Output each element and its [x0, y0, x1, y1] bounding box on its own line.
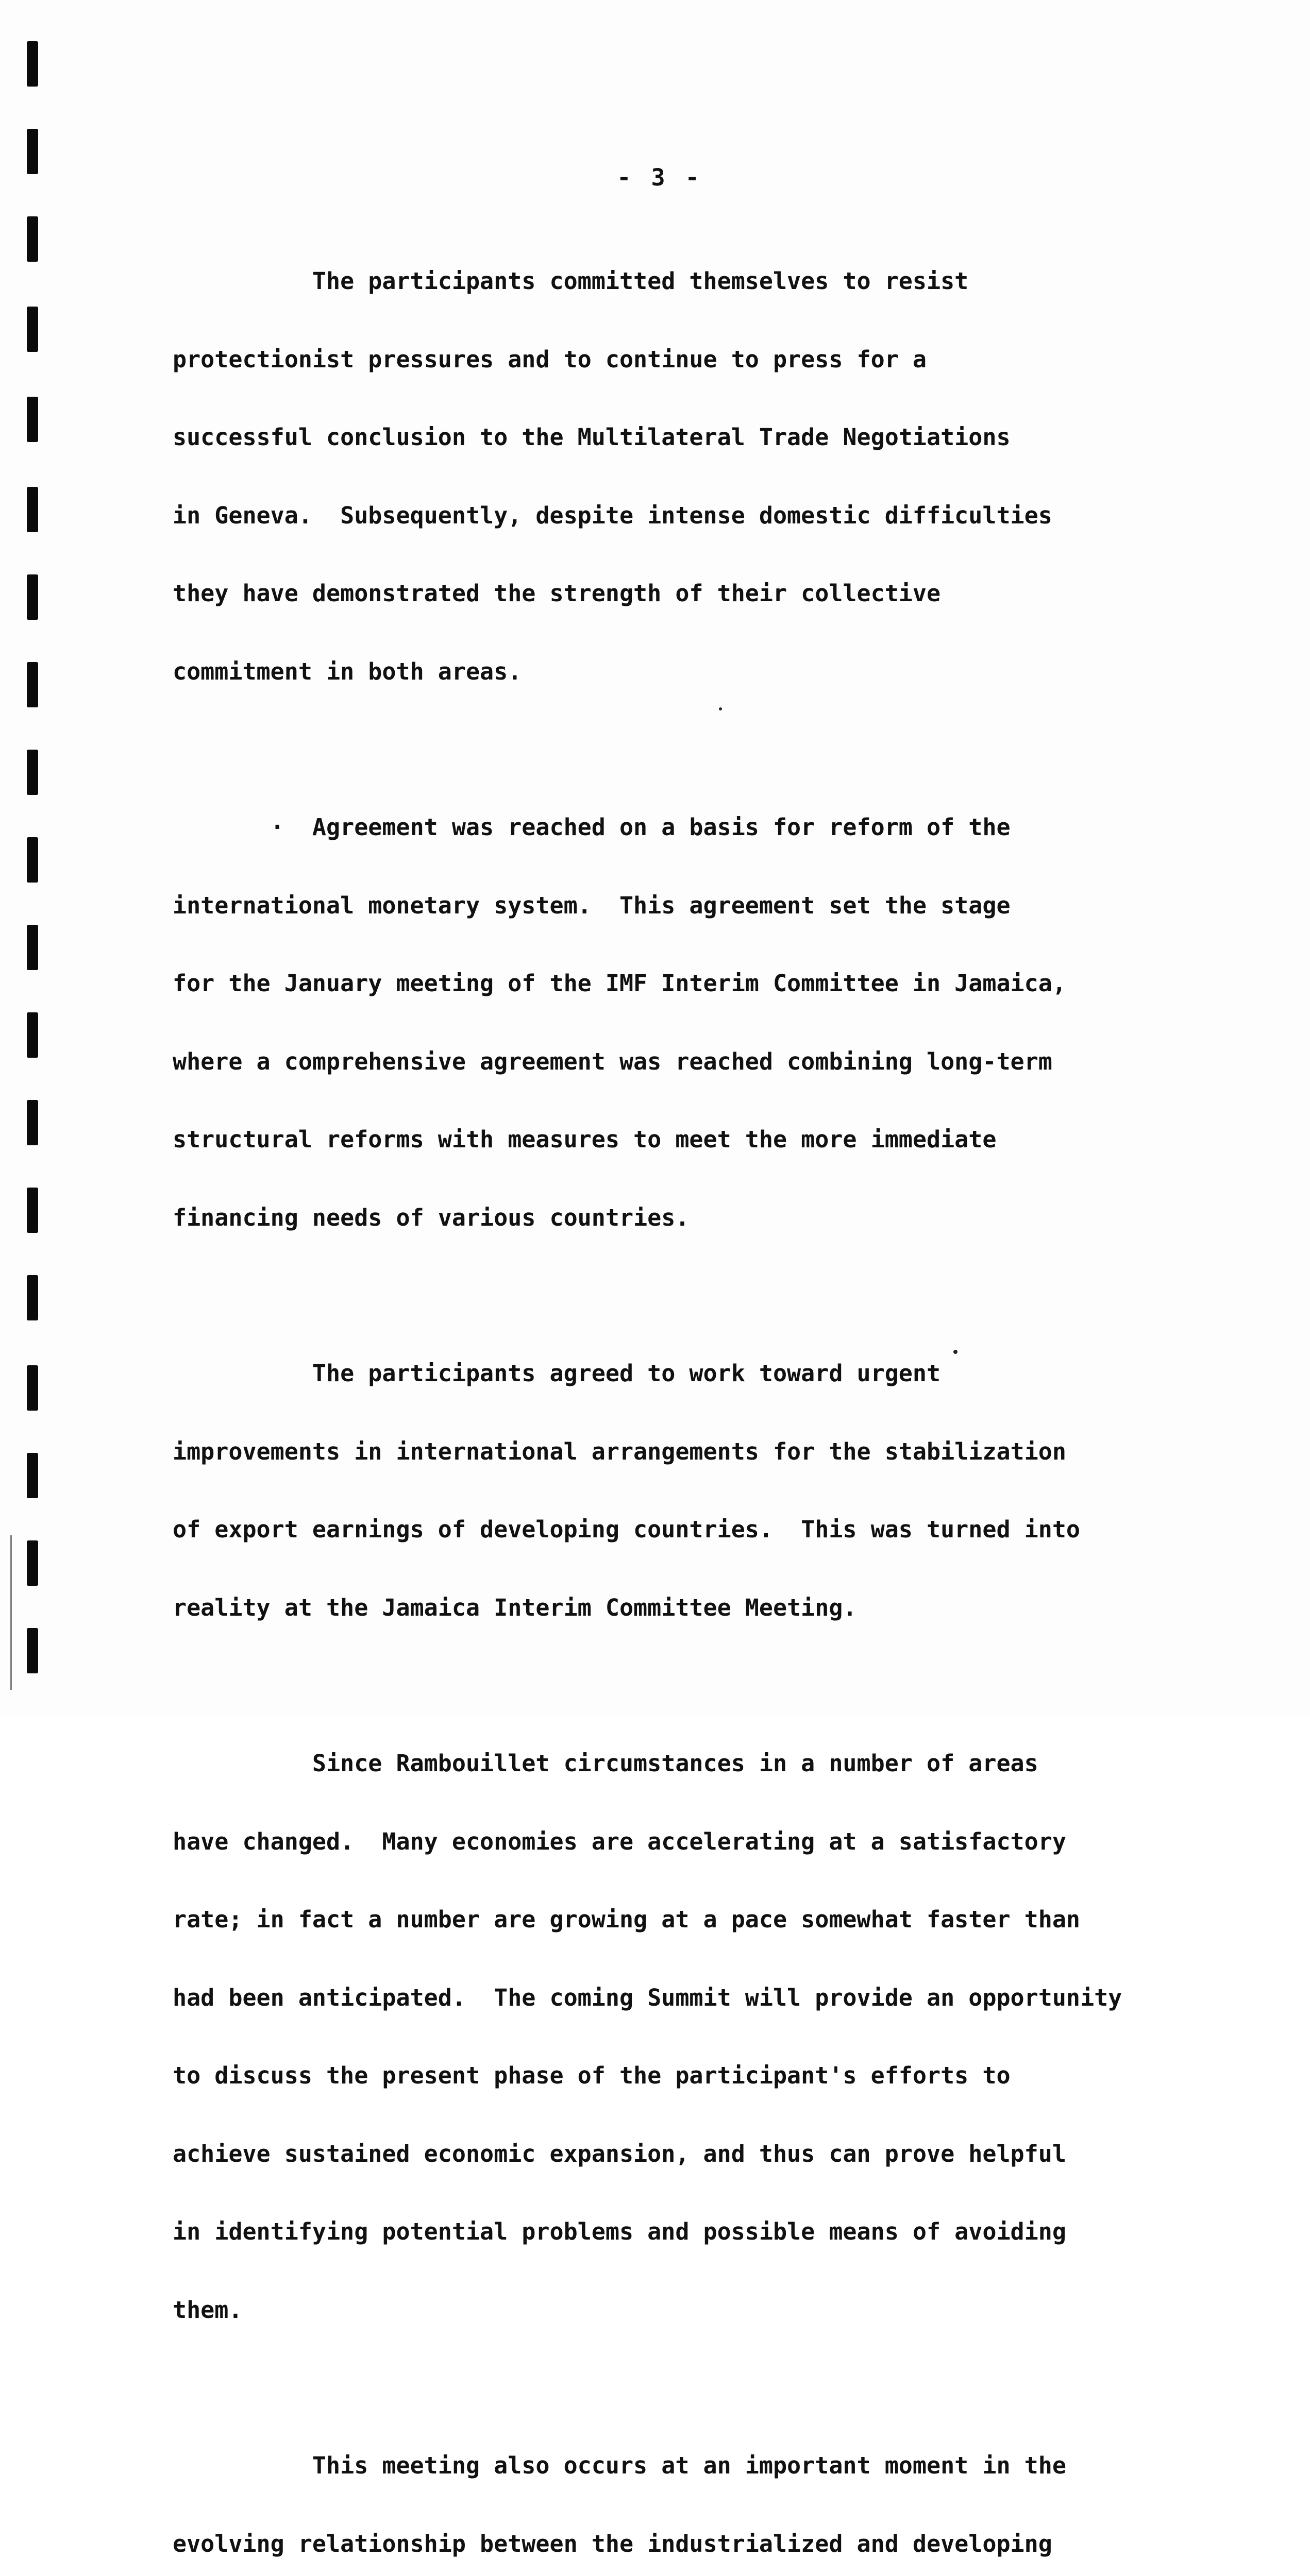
binding-mark — [27, 1012, 38, 1058]
text-line: in Geneva. Subsequently, despite intense domestic difficulties — [173, 501, 1052, 529]
binding-mark — [27, 1275, 38, 1320]
text-line: where a comprehensive agreement was reached combining long-term — [173, 1047, 1052, 1075]
paragraph-trade — [173, 216, 1260, 737]
binding-mark — [27, 1100, 38, 1145]
binding-mark — [27, 487, 38, 532]
binding-mark — [27, 397, 38, 442]
text-line: had been anticipated. The coming Summit will provide an opportunity — [173, 1984, 1122, 2011]
text-line: Since Rambouillet circumstances in a number of areas — [173, 1750, 1038, 1777]
text-line: commitment in both areas. — [173, 657, 522, 685]
text-line: structural reforms with measures to meet the more immediate — [173, 1126, 997, 1153]
binding-mark — [27, 1188, 38, 1233]
text-line: successful conclusion to the Multilateral Trade Negotiations — [173, 423, 1011, 451]
binding-mark — [27, 574, 38, 620]
binding-mark — [27, 41, 38, 87]
binding-mark — [27, 1540, 38, 1586]
text-line: protectionist pressures and to continue to press for a — [173, 345, 927, 373]
text-line: in identifying potential problems and possible means of avoiding — [173, 2218, 1066, 2245]
text-line: them. — [173, 2296, 243, 2324]
paragraph-monetary — [173, 762, 1260, 1283]
paragraph-unctad — [173, 2401, 1260, 2576]
paragraph-export-earnings — [173, 1309, 1260, 1673]
binding-mark — [27, 750, 38, 795]
text-line: of export earnings of developing countries. This was turned into — [173, 1516, 1080, 1543]
page-edge-line — [10, 1535, 12, 1690]
binding-mark — [27, 1365, 38, 1411]
text-line: to discuss the present phase of the participant's efforts to — [173, 2062, 1011, 2089]
text-line: have changed. Many economies are accelerating at a satisfactory — [173, 1827, 1066, 1855]
binding-mark — [27, 216, 38, 262]
paragraph-rambouillet — [173, 1699, 1260, 2375]
binding-mark — [27, 307, 38, 352]
page-number: - 3 - — [617, 164, 702, 191]
binding-mark — [27, 129, 38, 174]
binding-mark — [27, 1628, 38, 1673]
text-line: The participants committed themselves to resist — [173, 267, 969, 295]
text-line: rate; in fact a number are growing at a pace somewhat faster than — [173, 1906, 1080, 1933]
binding-mark — [27, 662, 38, 707]
text-line: This meeting also occurs at an important moment in the — [173, 2452, 1066, 2479]
text-line: evolving relationship between the industrialized and developing — [173, 2530, 1052, 2557]
text-line: they have demonstrated the strength of their collective — [173, 580, 941, 607]
binding-mark — [27, 925, 38, 970]
text-line: financing needs of various countries. — [173, 1204, 690, 1231]
binding-mark — [27, 837, 38, 883]
binding-holes — [21, 0, 52, 1715]
text-line: for the January meeting of the IMF Interim Committee in Jamaica, — [173, 970, 1066, 997]
text-line: The participants agreed to work toward urgent — [173, 1360, 941, 1387]
text-line: reality at the Jamaica Interim Committee Meeting. — [173, 1594, 857, 1621]
document-body — [173, 216, 1260, 2576]
text-line: achieve sustained economic expansion, and thus can prove helpful — [173, 2140, 1066, 2167]
binding-mark — [27, 1453, 38, 1498]
text-line: improvements in international arrangements for the stabilization — [173, 1437, 1066, 1465]
text-line: · Agreement was reached on a basis for reform of the — [173, 814, 1011, 841]
text-line: international monetary system. This agreement set the stage — [173, 891, 1011, 919]
